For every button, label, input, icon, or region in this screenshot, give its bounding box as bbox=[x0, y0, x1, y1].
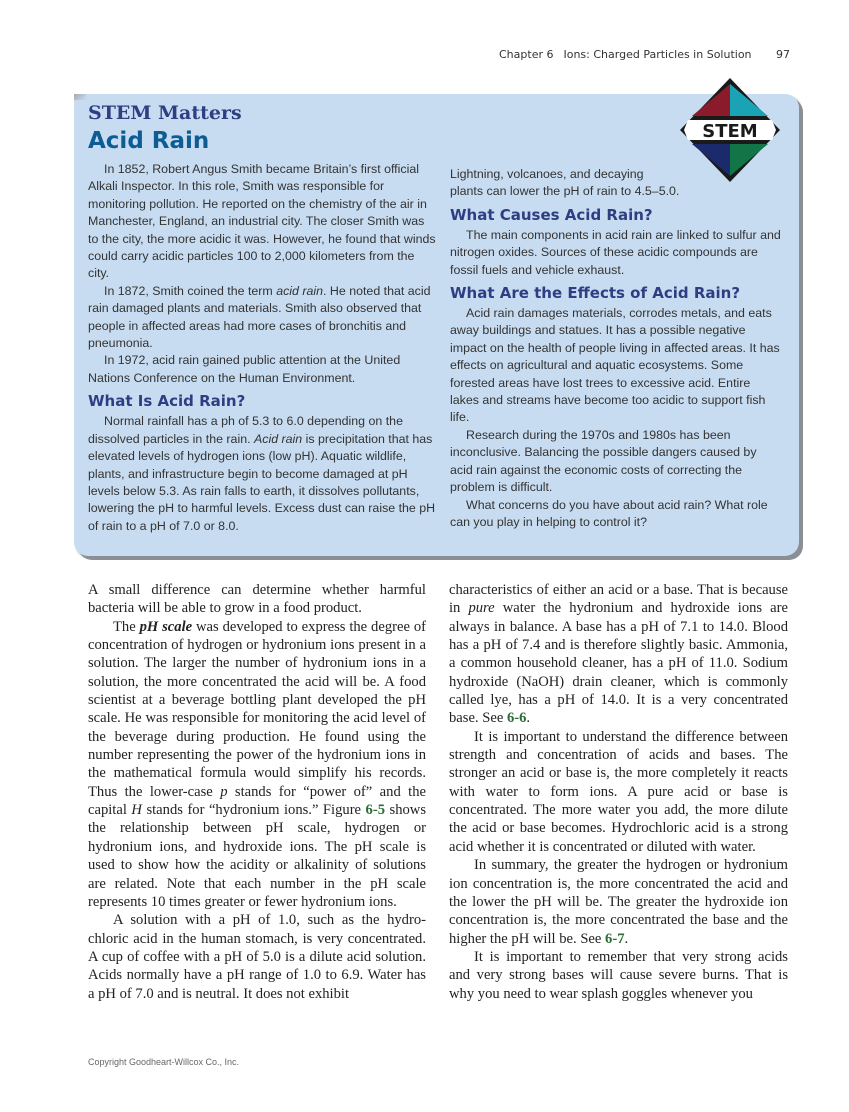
body-paragraph: characteristics of either an acid or a base. That is because in pure water the hydronium and hydroxide ions are always in balance. A base has a pH of 7.1 to 14.0. Blood has a pH of 7.4 and is therefore slightly basic. Ammonia, a common household cleaner, has a pH of 11.0. Sodium hydroxide (NaOH) drain cleaner, which is commonly called lye, has a pH of 14.0. It is a very concentrated base. See 6-6. bbox=[449, 582, 788, 727]
running-header bbox=[0, 46, 849, 66]
sidebar-subheading: What Causes Acid Rain? bbox=[450, 205, 653, 224]
chapter-heading bbox=[499, 48, 752, 61]
sidebar-subheading: What Are the Effects of Acid Rain? bbox=[450, 284, 741, 303]
body-paragraph: A small difference can determine whether harmful bacteria will be able to grow in a food product. bbox=[88, 582, 426, 617]
italic-term: Acid rain bbox=[253, 431, 303, 446]
sidebar-paragraph: The main components in acid rain are linked to sulfur and nitrogen oxides. Sources of these acidic compounds are fossil fuels and vehicle exhaust. bbox=[450, 227, 781, 277]
sidebar-paragraph: In 1852, Robert Angus Smith became Britain’s first official Alkali Inspector. In this role, Smith was responsible for monitoring pollution. He reported on the chemistry of the air in Manchester, England, an industrial city. The closer Smith was to the city, the more acidic it was. However, he found that winds could carry acidic particles 100 to 2,000 kilometers from the city. bbox=[88, 162, 436, 281]
body-paragraph: It is important to remember that very strong acids and very strong bases will cause severe burns. That is why you need to wear splash goggles whenever you bbox=[449, 948, 788, 1002]
body-paragraph: The pH scale was developed to express the degree of concentration of hydrogen or hydronium ions present in a solution. The larger the number of hydronium ions in a solution, the more concentrated the acid will be. A food scientist at a beverage bottling plant developed the pH scale. He was responsible for monitoring the acid level of the beverage during production. He found using the number representing the power of the hydronium ions in the mathematical formula would simplify his records. Thus the lower-case p stands for “power of” and the capital H stands for “hydronium ions.” Figure 6-5 shows the relationship between pH scale, hydrogen or hydronium ions, and hydroxide ions. The pH scale is used to show how the acidity or alkalinity of solutions are related. Note that each number in the pH scale represents 10 times greater or fewer hydronium ions. bbox=[88, 618, 427, 910]
sidebar-paragraph: Normal rainfall has a ph of 5.3 to 6.0 depending on the dissolved particles in the rain. Acid rain is precipitation that has elevated levels of hydrogen ions (low pH). Aquatic wildlife, plants, and infrastructure begin to become damaged at pH levels below 5.3. As rain falls to earth, it dissolves pollutants, lowering the pH to harmful levels. Excess dust can raise the pH of rain to a pH of 7.0 or 8.0. bbox=[88, 414, 436, 533]
stem-logo-icon bbox=[678, 76, 782, 184]
body-paragraph: In summary, the greater the hydrogen or hydronium ion concentration is, the more concentrated the acid and the lower the pH will be. The greater the hydroxide ion concentration is, the more concentrated the base and the higher the pH will be. See 6-7. bbox=[449, 857, 788, 947]
sidebar-paragraph: Lightning, volcanoes, and decaying plants can lower the pH of rain to 4.5–5.0. bbox=[450, 167, 680, 199]
sidebar-paragraph: In 1972, acid rain gained public attention at the United Nations Conference on the Human Environment. bbox=[88, 353, 401, 385]
copyright-footer: Copyright Goodheart-Willcox Co., Inc. bbox=[88, 1057, 240, 1067]
sidebar-paragraph: Acid rain damages materials, corrodes metals, and eats away buildings and statues. It has a possible negative impact on the health of people living in affected areas. It has effects on agricultural and aquatic ecosystems. Some forested areas have lost trees to excessive acid. Entire lakes and streams have become too acidic to support fish life. bbox=[450, 306, 780, 425]
figure-reference-link[interactable]: 6-6 bbox=[506, 710, 527, 727]
body-paragraph: A solution with a pH of 1.0, such as the hydro-chloric acid in the human stomach, is very concentrated. A cup of coffee with a pH of 5.0 is a dilute acid solution. Acids normally have a pH range of 1.0 to 6.9. Water has a pH of 7.0 and is neutral. It does not exhibit bbox=[88, 912, 426, 1002]
sidebar-title: Acid Rain bbox=[88, 128, 210, 154]
sidebar-paragraph: What concerns do you have about acid rain? What role can you play in helping to control it? bbox=[450, 497, 768, 529]
body-paragraph: It is important to understand the difference between strength and concentration of acids and bases. The stronger an acid or base is, the more completely it reacts with water to form ions. A pure acid or base is concentrated. The more water you add, the more dilute the acid or base becomes. Hydrochloric acid is a strong acid whether it is concentrated or diluted with water. bbox=[449, 728, 788, 855]
sidebar-right-column bbox=[450, 166, 782, 531]
sidebar-left-column bbox=[88, 161, 436, 535]
sidebar-label: STEM Matters bbox=[88, 102, 242, 124]
key-term: pH scale bbox=[139, 618, 193, 635]
chapter-number: Chapter 6 bbox=[499, 48, 554, 61]
figure-reference-link[interactable]: 6-5 bbox=[365, 802, 386, 819]
sidebar-paragraph: In 1872, Smith coined the term acid rain. He noted that acid rain damaged plants and materials. Smith also observed that people in affected areas had more cases of bronchitis and pneumonia. bbox=[88, 283, 431, 351]
page-number: 97 bbox=[776, 48, 790, 61]
chapter-title: Ions: Charged Particles in Solution bbox=[563, 48, 752, 61]
svg-text:STEM: STEM bbox=[702, 121, 758, 142]
sidebar-paragraph: Research during the 1970s and 1980s has been inconclusive. Balancing the possible dangers caused by acid rain against the economic costs of correcting the problem is difficult. bbox=[450, 427, 757, 495]
sidebar-subheading: What Is Acid Rain? bbox=[88, 392, 246, 411]
figure-reference-link[interactable]: 6-7 bbox=[605, 930, 625, 947]
body-right-column bbox=[449, 581, 788, 1003]
body-left-column bbox=[88, 581, 426, 1003]
italic-term: acid rain bbox=[276, 283, 324, 298]
